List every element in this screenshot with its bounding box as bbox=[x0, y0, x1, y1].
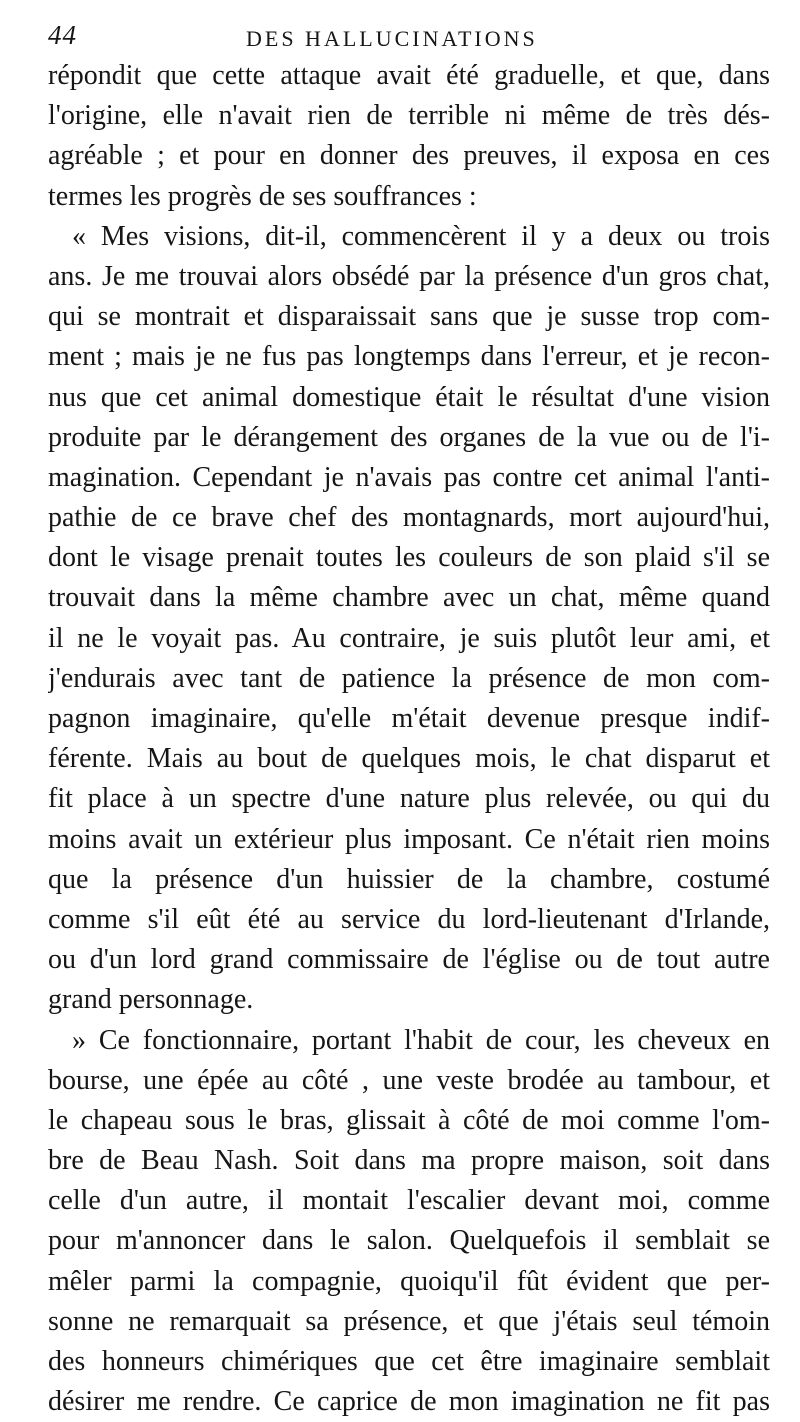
text-line: magination. Cependant je n'avais pas contre cet animal l'anti- bbox=[48, 461, 770, 493]
text-line: trouvait dans la même chambre avec un chat, même quand bbox=[48, 582, 770, 614]
body-text bbox=[48, 56, 770, 1422]
text-line: bourse, une épée au côté , une veste brodée au tambour, et bbox=[48, 1064, 770, 1096]
text-line: pour m'annoncer dans le salon. Quelquefois il semblait se bbox=[48, 1225, 770, 1257]
text-line: comme s'il eût été au service du lord-lieutenant d'Irlande, bbox=[48, 903, 770, 935]
page-number: 44 bbox=[48, 20, 77, 50]
text-line: pathie de ce brave chef des montagnards, mort aujourd'hui, bbox=[48, 502, 770, 534]
text-line: répondit que cette attaque avait été graduelle, et que, dans bbox=[48, 60, 770, 91]
text-line: fit place à un spectre d'une nature plus relevée, ou qui du bbox=[48, 783, 770, 815]
text-line: nus que cet animal domestique était le résultat d'une vision bbox=[48, 381, 770, 413]
text-line: ans. Je me trouvai alors obsédé par la présence d'un gros chat, bbox=[48, 260, 770, 292]
text-line: que la présence d'un huissier de la chambre, costumé bbox=[48, 863, 770, 895]
text-line: désirer me rendre. Ce caprice de mon imagination ne fit pas bbox=[48, 1386, 770, 1418]
text-line: grand personnage. bbox=[48, 984, 254, 1016]
text-line: bre de Beau Nash. Soit dans ma propre maison, soit dans bbox=[48, 1145, 770, 1177]
text-line: dont le visage prenait toutes les couleurs de son plaid s'il se bbox=[48, 542, 770, 574]
text-line: des honneurs chimériques que cet être imaginaire semblait bbox=[48, 1346, 770, 1377]
running-head-title: DES HALLUCINATIONS bbox=[246, 26, 538, 51]
text-line: l'origine, elle n'avait rien de terrible ni même de très dés- bbox=[48, 100, 770, 132]
text-line: le chapeau sous le bras, glissait à côté de moi comme l'om- bbox=[48, 1104, 770, 1136]
text-line: produite par le dérangement des organes de la vue ou de l'i- bbox=[48, 421, 770, 453]
text-line: il ne le voyait pas. Au contraire, je suis plutôt leur ami, et bbox=[48, 622, 770, 654]
text-line: « Mes visions, dit-il, commencèrent il y a deux ou trois bbox=[72, 220, 770, 252]
text-line: ment ; mais je ne fus pas longtemps dans l'erreur, et je recon- bbox=[48, 341, 770, 373]
text-line: » Ce fonctionnaire, portant l'habit de cour, les cheveux en bbox=[72, 1024, 770, 1056]
text-line: ou d'un lord grand commissaire de l'église ou de tout autre bbox=[48, 944, 770, 976]
text-line: moins avait un extérieur plus imposant. Ce n'était rien moins bbox=[48, 823, 770, 855]
text-line: mêler parmi la compagnie, quoiqu'il fût évident que per- bbox=[48, 1265, 770, 1297]
text-line: sonne ne remarquait sa présence, et que j'étais seul témoin bbox=[48, 1305, 770, 1337]
text-line: termes les progrès de ses souffrances : bbox=[48, 180, 477, 212]
text-line: qui se montrait et disparaissait sans que je susse trop com- bbox=[48, 301, 770, 333]
running-head bbox=[48, 20, 772, 56]
text-line: j'endurais avec tant de patience la présence de mon com- bbox=[48, 662, 770, 694]
text-line: pagnon imaginaire, qu'elle m'était devenue presque indif- bbox=[48, 703, 770, 734]
text-line: celle d'un autre, il montait l'escalier devant moi, comme bbox=[48, 1185, 770, 1217]
text-line: férente. Mais au bout de quelques mois, le chat disparut et bbox=[48, 743, 770, 775]
text-line: agréable ; et pour en donner des preuves, il exposa en ces bbox=[48, 140, 770, 172]
